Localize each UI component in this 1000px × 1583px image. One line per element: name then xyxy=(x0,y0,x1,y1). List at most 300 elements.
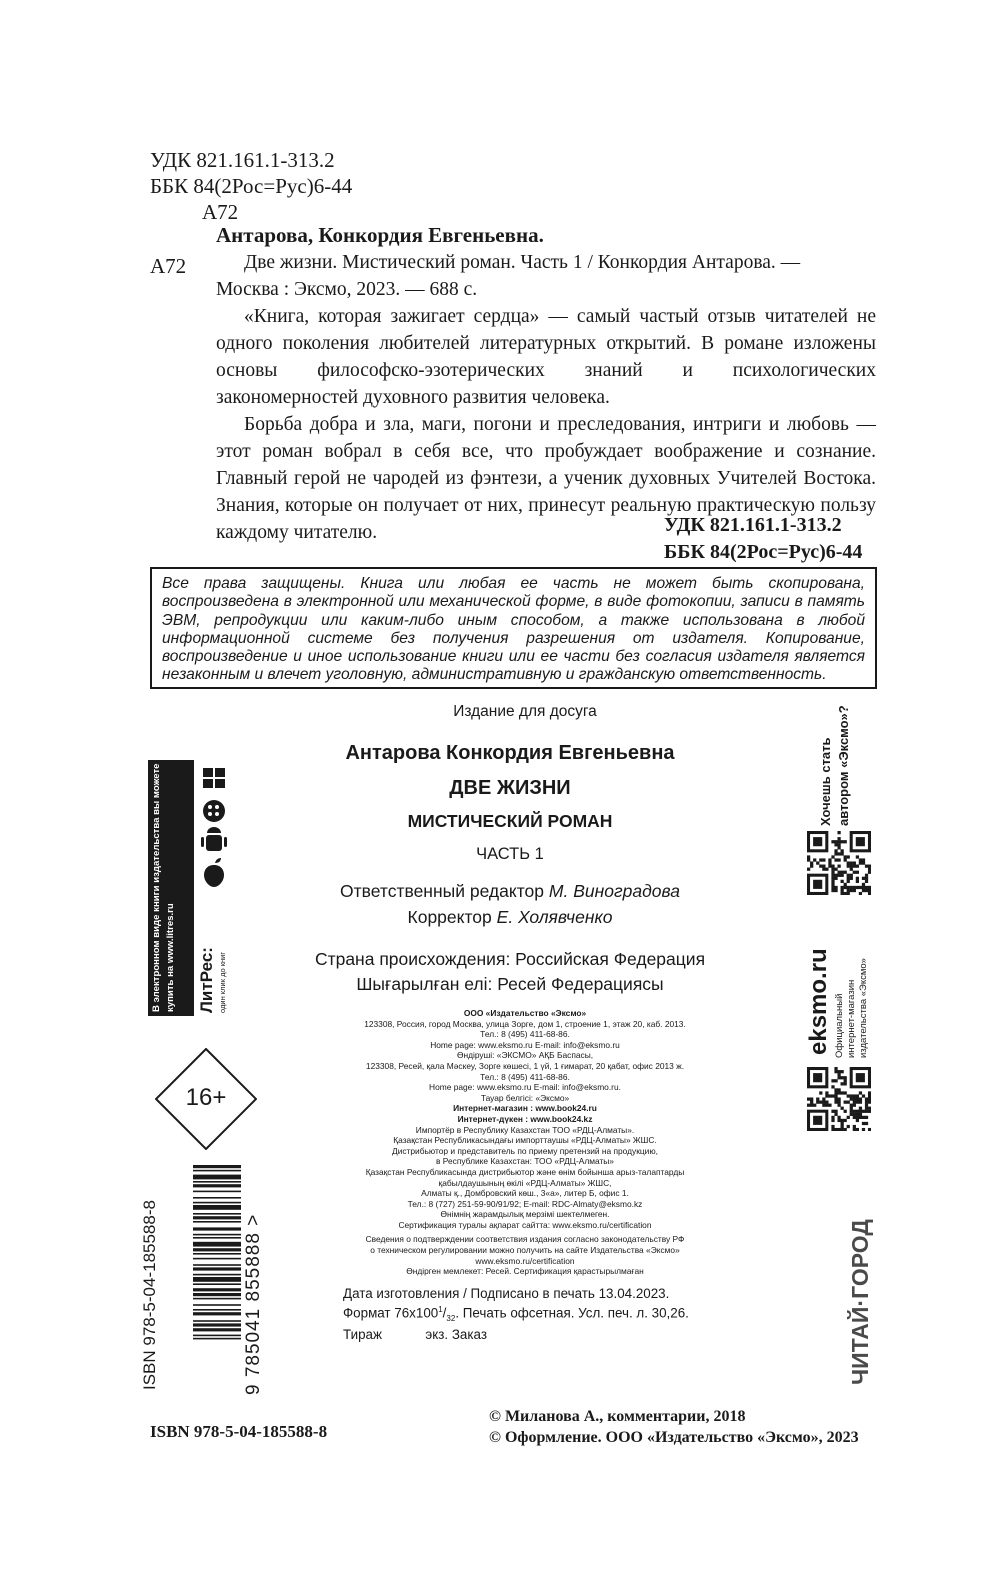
qr-module xyxy=(819,858,822,861)
qr-finder xyxy=(856,1073,865,1082)
qr-module xyxy=(834,1094,837,1097)
litres-text-2: купить на www.litres.ru xyxy=(165,903,176,1012)
barcode-bar xyxy=(193,1264,241,1266)
qr-module xyxy=(831,1116,834,1119)
qr-module xyxy=(865,886,868,889)
qr-module xyxy=(841,871,844,874)
qr-module xyxy=(816,861,819,864)
qr-module xyxy=(856,880,859,883)
age-rating-text: 16+ xyxy=(185,1084,227,1111)
qr-module xyxy=(822,865,825,868)
qr-module xyxy=(868,871,871,874)
qr-module xyxy=(850,861,853,864)
qr-module xyxy=(831,840,834,843)
qr-module xyxy=(834,1097,837,1100)
qr-module xyxy=(831,1119,834,1122)
qr-module xyxy=(850,889,853,892)
qr-module xyxy=(837,871,840,874)
qr-module xyxy=(850,1107,853,1110)
qr-module xyxy=(831,883,834,886)
qr-finder xyxy=(813,1116,822,1125)
qr-module xyxy=(844,1110,847,1113)
qr-module xyxy=(853,1110,856,1113)
barcode-bar xyxy=(193,1202,241,1204)
qr-module xyxy=(859,1101,862,1104)
qr-module xyxy=(853,1097,856,1100)
imprint-line: Өнімнің жарамдылық мерзімі шектелмеген. xyxy=(440,1209,610,1220)
qr-module xyxy=(847,886,850,889)
barcode-bar xyxy=(193,1197,241,1199)
qr-module xyxy=(834,843,837,846)
qr-module xyxy=(837,843,840,846)
qr-module xyxy=(831,886,834,889)
udk-right: УДК 821.161.1-313.2 xyxy=(664,514,842,536)
litres-text-1: В электронном виде книги издательства вы можете xyxy=(151,763,162,1012)
barcode-digits: 9 785041 855888 > xyxy=(243,1213,264,1395)
barcode-bar xyxy=(193,1328,241,1331)
qr-module xyxy=(819,865,822,868)
qr-module xyxy=(868,1128,871,1131)
qr-module xyxy=(828,1094,831,1097)
qr-module xyxy=(862,1094,865,1097)
qr-module xyxy=(810,1097,813,1100)
qr-module xyxy=(868,868,871,871)
qr-module xyxy=(831,1079,834,1082)
annotation xyxy=(216,222,876,546)
copyright-line-2: © Оформление. ООО «Издательство «Эксмо», 2023 xyxy=(489,1429,859,1446)
isbn-vertical: ISBN 978-5-04-185588-8 xyxy=(140,1200,159,1390)
imprint-line: Импортёр в Республику Казахстан ТОО «РДЦ-Алматы». xyxy=(415,1124,635,1135)
corrector-name: Е. Холявченко xyxy=(496,907,613,927)
barcode-bar xyxy=(193,1248,241,1251)
qr-module xyxy=(865,1097,868,1100)
edition-type: Издание для досуга xyxy=(453,703,597,720)
imprint-line: Сведения о подтверждении соответствия издания согласно законодательству РФ xyxy=(365,1234,685,1245)
print-info-line-2: Формат $76x100^1/_{32}$. Печать офсетная. Усл. печ. л. 30,26. xyxy=(343,1305,689,1324)
qr-module xyxy=(816,1101,819,1104)
corrector-label: Корректор xyxy=(407,907,492,927)
qr-module xyxy=(868,886,871,889)
qr-module xyxy=(850,1113,853,1116)
qr-module xyxy=(844,1119,847,1122)
barcode-bar xyxy=(193,1323,241,1326)
format-frac-num: 1 xyxy=(438,1305,443,1314)
qr-module xyxy=(856,1113,859,1116)
qr-module xyxy=(828,861,831,864)
qr-module xyxy=(853,861,856,864)
book-part: ЧАСТЬ 1 xyxy=(476,845,544,863)
author-mark-side: А72 xyxy=(150,254,187,278)
qr-module xyxy=(819,1091,822,1094)
qr-module xyxy=(816,1097,819,1100)
qr-module xyxy=(813,858,816,861)
qr-module xyxy=(831,865,834,868)
qr-module xyxy=(841,886,844,889)
imprint-line: о техническом регулировании можно получить на сайте Издательства «Эксмо» xyxy=(370,1245,680,1256)
editor-line xyxy=(260,881,760,902)
imprint-line: www.eksmo.ru/certification xyxy=(475,1255,575,1266)
barcode-bar xyxy=(193,1320,241,1322)
qr-module xyxy=(859,1110,862,1113)
qr-module xyxy=(831,880,834,883)
qr-module xyxy=(859,1113,862,1116)
bib-line-1: Две жизни. Мистический роман. Часть 1 / Конкордия Антарова. — xyxy=(244,252,801,273)
qr-module xyxy=(841,889,844,892)
qr-module xyxy=(862,1122,865,1125)
qr-code-author xyxy=(807,831,871,895)
qr-module xyxy=(862,1110,865,1113)
qr-module xyxy=(868,889,871,892)
qr-module xyxy=(834,1067,837,1070)
qr-module xyxy=(862,883,865,886)
qr-module xyxy=(810,1101,813,1104)
qr-module xyxy=(813,1104,816,1107)
qr-module xyxy=(834,1128,837,1131)
qr-module xyxy=(844,1101,847,1104)
imprint-line: Интернет-дүкен : www.book24.kz xyxy=(457,1113,593,1124)
qr-module xyxy=(834,1070,837,1073)
shop-line-2: интернет-магазин xyxy=(846,979,857,1058)
qr-module xyxy=(853,1101,856,1104)
editor-name: М. Виноградова xyxy=(548,881,680,901)
qr-module xyxy=(853,871,856,874)
qr-module xyxy=(834,1110,837,1113)
isbn-barcode xyxy=(193,1165,241,1393)
qr-module xyxy=(831,871,834,874)
qr-module xyxy=(844,1076,847,1079)
barcode-bar xyxy=(193,1283,241,1285)
qr-module xyxy=(834,886,837,889)
barcode-bar xyxy=(193,1253,241,1255)
qr-module xyxy=(825,1104,828,1107)
qr-module xyxy=(847,1101,850,1104)
qr-module xyxy=(844,1079,847,1082)
barcode-bar xyxy=(193,1184,241,1187)
qr-module xyxy=(837,1128,840,1131)
imprint-line: 123308, Россия, город Москва, улица Зорге, дом 1, строение 1, этаж 20, каб. 2013. xyxy=(364,1018,686,1029)
qr-module xyxy=(844,855,847,858)
qr-module xyxy=(862,886,865,889)
qr-module xyxy=(834,1113,837,1116)
qr-module xyxy=(850,1097,853,1100)
qr-module xyxy=(862,889,865,892)
qr-module xyxy=(856,865,859,868)
qr-module xyxy=(837,840,840,843)
qr-module xyxy=(856,871,859,874)
qr-module xyxy=(847,892,850,895)
qr-module xyxy=(850,1094,853,1097)
qr-module xyxy=(834,852,837,855)
qr-module xyxy=(828,865,831,868)
qr-module xyxy=(807,1104,810,1107)
qr-module xyxy=(850,1110,853,1113)
barcode-bar xyxy=(193,1338,241,1340)
qr-module xyxy=(841,1076,844,1079)
qr-finder xyxy=(813,837,822,846)
qr-module xyxy=(868,1101,871,1104)
barcode-bar xyxy=(193,1221,241,1223)
barcode-bar xyxy=(193,1181,241,1183)
qr-module xyxy=(862,1116,865,1119)
imprint-line: 123308, Ресей, қала Мәскеу, Зорге көшесі, 1 үй, 1 ғимарат, 20 қабат, офис 2013 ж. xyxy=(365,1060,685,1071)
qr-finder xyxy=(856,837,865,846)
qr-module xyxy=(865,1107,868,1110)
qr-module xyxy=(856,877,859,880)
qr-module xyxy=(850,865,853,868)
qr-module xyxy=(847,865,850,868)
annotation-para-2: Борьба добра и зла, маги, погони и преследования, интриги и любовь — этот роман вобрал в себя все, что пробуждает воображение и сознание. Главный герой не чародей из фэнтези, а ученик духовных Учителей Востока. Знания, которые он получает от них, принесут реальную практическую пользу каждому читателю. xyxy=(216,414,876,543)
publisher-imprint xyxy=(315,1008,735,1277)
imprint-line: Тауар белгісі: «Эксмо» xyxy=(480,1092,570,1103)
qr-module xyxy=(859,1091,862,1094)
imprint-line: Интернет-магазин : www.book24.ru xyxy=(453,1103,597,1114)
qr-module xyxy=(853,865,856,868)
corrector-line xyxy=(260,907,760,928)
country-ru: Страна происхождения: Российская Федерация xyxy=(314,949,706,969)
imprint-line: Тел.: 8 (495) 411-68-86. xyxy=(480,1071,570,1082)
qr-module xyxy=(837,1116,840,1119)
qr-module xyxy=(834,1101,837,1104)
imprint-line: қабылдаушының өкілі «РДЦ-Алматы» ЖШС, xyxy=(438,1177,612,1188)
qr-module xyxy=(837,1073,840,1076)
qr-module xyxy=(834,858,837,861)
qr-module xyxy=(844,1091,847,1094)
qr-module xyxy=(834,1091,837,1094)
qr-module xyxy=(853,1094,856,1097)
qr-module xyxy=(865,865,868,868)
qr-module xyxy=(862,1128,865,1131)
shop-line-1: Официальный xyxy=(834,993,845,1058)
barcode-bar xyxy=(193,1293,241,1296)
barcode-bar xyxy=(193,1288,241,1291)
qr-module xyxy=(822,858,825,861)
qr-module xyxy=(831,874,834,877)
qr-module xyxy=(853,886,856,889)
qr-module xyxy=(850,877,853,880)
barcode-bar xyxy=(193,1258,241,1260)
imprint-line: Home page: www.eksmo.ru E-mail: info@eksmo.ru. xyxy=(429,1082,621,1093)
imprint-line: ООО «Издательство «Эксмо» xyxy=(463,1008,587,1018)
barcode-bar xyxy=(193,1312,241,1315)
udk-code: УДК 821.161.1-313.2 xyxy=(150,148,335,172)
qr-module xyxy=(807,1097,810,1100)
print-type-text: . Печать офсетная. Усл. печ. л. 30,26. xyxy=(455,1305,689,1321)
qr-module xyxy=(841,1119,844,1122)
qr-module xyxy=(841,1107,844,1110)
qr-module xyxy=(810,1104,813,1107)
qr-module xyxy=(868,1107,871,1110)
print-info xyxy=(343,1286,689,1343)
order-label: экз. Заказ xyxy=(425,1327,487,1343)
qr-module xyxy=(856,1128,859,1131)
barcode-bar xyxy=(193,1216,241,1219)
qr-module xyxy=(853,1116,856,1119)
barcode-bar xyxy=(193,1304,241,1306)
qr-module xyxy=(837,831,840,834)
imprint-line: Тел.: 8 (495) 411-68-86. xyxy=(480,1029,570,1040)
imprint-line: Өндіруші: «ЭКСМО» АҚБ Баспасы, xyxy=(456,1050,594,1061)
author-prompt-1: Хочешь стать xyxy=(818,737,833,826)
qr-module xyxy=(865,880,868,883)
qr-module xyxy=(847,1116,850,1119)
qr-module xyxy=(844,883,847,886)
chitai-gorod-logo: ЧИТАЙ·ГОРОД xyxy=(847,1219,873,1385)
annotation-author: Антарова, Конкордия Евгеньевна. xyxy=(216,223,544,247)
qr-module xyxy=(834,889,837,892)
qr-module xyxy=(865,874,868,877)
barcode-bar xyxy=(193,1205,241,1210)
annotation-para-1: «Книга, которая зажигает сердца» — самый частый отзыв читателей не одного поколения любителей литературных открытий. В романе изложены основы философско-эзотерических знаний и психологических закономерностей духовного развития человека. xyxy=(216,306,876,408)
qr-module xyxy=(837,1104,840,1107)
qr-module xyxy=(831,868,834,871)
qr-module xyxy=(844,871,847,874)
qr-module xyxy=(850,886,853,889)
qr-module xyxy=(847,855,850,858)
qr-module xyxy=(837,837,840,840)
qr-module xyxy=(847,880,850,883)
bbk-code: ББК 84(2Рос=Рус)6-44 xyxy=(150,174,353,198)
format-text: Формат 76x100 xyxy=(343,1305,439,1321)
qr-module xyxy=(810,861,813,864)
bib-line-2: Москва : Эксмо, 2023. — 688 с. xyxy=(216,279,478,300)
isbn-bottom: ISBN 978-5-04-185588-8 xyxy=(150,1422,328,1441)
qr-module xyxy=(825,1101,828,1104)
barcode-bar xyxy=(193,1277,241,1282)
qr-module xyxy=(847,889,850,892)
barcode-bar xyxy=(193,1298,241,1300)
qr-module xyxy=(844,858,847,861)
qr-module xyxy=(841,880,844,883)
qr-module xyxy=(844,892,847,895)
qr-module xyxy=(859,886,862,889)
qr-module xyxy=(865,1116,868,1119)
qr-module xyxy=(834,868,837,871)
qr-module xyxy=(868,1110,871,1113)
qr-module xyxy=(856,1094,859,1097)
eksmo-site: eksmo.ru xyxy=(805,948,832,1055)
qr-finder xyxy=(813,1073,822,1082)
qr-module xyxy=(822,868,825,871)
copyright xyxy=(489,1406,859,1448)
qr-module xyxy=(859,861,862,864)
qr-module xyxy=(847,1125,850,1128)
qr-module xyxy=(807,868,810,871)
run-label: Тираж xyxy=(343,1327,382,1343)
qr-module xyxy=(834,877,837,880)
qr-module xyxy=(837,1091,840,1094)
qr-module xyxy=(856,1119,859,1122)
qr-module xyxy=(859,858,862,861)
qr-module xyxy=(853,1104,856,1107)
barcode-bar xyxy=(193,1335,241,1337)
qr-module xyxy=(847,874,850,877)
qr-module xyxy=(859,1107,862,1110)
qr-module xyxy=(837,852,840,855)
copyright-line-1: © Миланова А., комментарии, 2018 xyxy=(489,1408,746,1425)
qr-finder xyxy=(813,880,822,889)
qr-module xyxy=(810,865,813,868)
qr-module xyxy=(841,1128,844,1131)
qr-module xyxy=(856,1110,859,1113)
qr-module xyxy=(834,874,837,877)
qr-module xyxy=(807,855,810,858)
qr-module xyxy=(837,1097,840,1100)
barcode-bar xyxy=(193,1213,241,1215)
qr-module xyxy=(844,1082,847,1085)
qr-module xyxy=(841,840,844,843)
qr-module xyxy=(844,1128,847,1131)
barcode-bar xyxy=(193,1170,241,1172)
qr-module xyxy=(831,1125,834,1128)
barcode-bar xyxy=(193,1234,241,1236)
qr-module xyxy=(822,1104,825,1107)
editor-label: Ответственный редактор xyxy=(340,881,545,901)
litres-slogan: один клик до книг xyxy=(218,951,227,1013)
qr-module xyxy=(837,1070,840,1073)
qr-module xyxy=(834,840,837,843)
qr-module xyxy=(862,877,865,880)
qr-module xyxy=(850,868,853,871)
qr-module xyxy=(837,865,840,868)
qr-module xyxy=(865,889,868,892)
qr-module xyxy=(822,1101,825,1104)
barcode-bar xyxy=(193,1237,241,1239)
imprint-line: в Республике Казахстан: ТОО «РДЦ-Алматы» xyxy=(436,1156,614,1167)
qr-module xyxy=(853,1125,856,1128)
qr-module xyxy=(853,1113,856,1116)
qr-module xyxy=(841,852,844,855)
qr-module xyxy=(844,840,847,843)
qr-module xyxy=(856,855,859,858)
qr-module xyxy=(831,1085,834,1088)
qr-module xyxy=(819,1101,822,1104)
format-frac-den: 32 xyxy=(446,1314,456,1324)
qr-module xyxy=(831,1110,834,1113)
qr-module xyxy=(828,1104,831,1107)
qr-code-shop xyxy=(807,1067,871,1131)
barcode-bar xyxy=(193,1267,241,1270)
qr-module xyxy=(841,1070,844,1073)
barcode-bar xyxy=(193,1309,241,1311)
qr-module xyxy=(834,1088,837,1091)
qr-module xyxy=(807,858,810,861)
author-prompt-2: автором «Эксмо»? xyxy=(836,705,851,826)
qr-module xyxy=(847,1094,850,1097)
country-kz: Шығарылған елі: Ресей Федерациясы xyxy=(356,974,664,994)
qr-module xyxy=(865,1110,868,1113)
qr-module xyxy=(831,1094,834,1097)
qr-module xyxy=(825,868,828,871)
imprint-line: Тел.: 8 (727) 251-59-90/91/92; E-mail: RDC-Almaty@eksmo.kz xyxy=(407,1198,643,1209)
barcode-bar xyxy=(193,1242,241,1247)
qr-module xyxy=(831,855,834,858)
qr-module xyxy=(847,877,850,880)
qr-module xyxy=(850,1104,853,1107)
qr-module xyxy=(853,1128,856,1131)
qr-module xyxy=(831,889,834,892)
qr-module xyxy=(837,858,840,861)
litres-brand: ЛитРес: xyxy=(197,947,216,1013)
qr-module xyxy=(837,846,840,849)
qr-module xyxy=(825,1091,828,1094)
qr-module xyxy=(856,1101,859,1104)
qr-module xyxy=(865,1104,868,1107)
qr-module xyxy=(859,1116,862,1119)
qr-module xyxy=(856,1097,859,1100)
barcode-bar xyxy=(193,1227,241,1230)
imprint-line: Home page: www.eksmo.ru E-mail: info@eksmo.ru xyxy=(430,1039,620,1050)
qr-module xyxy=(868,1097,871,1100)
